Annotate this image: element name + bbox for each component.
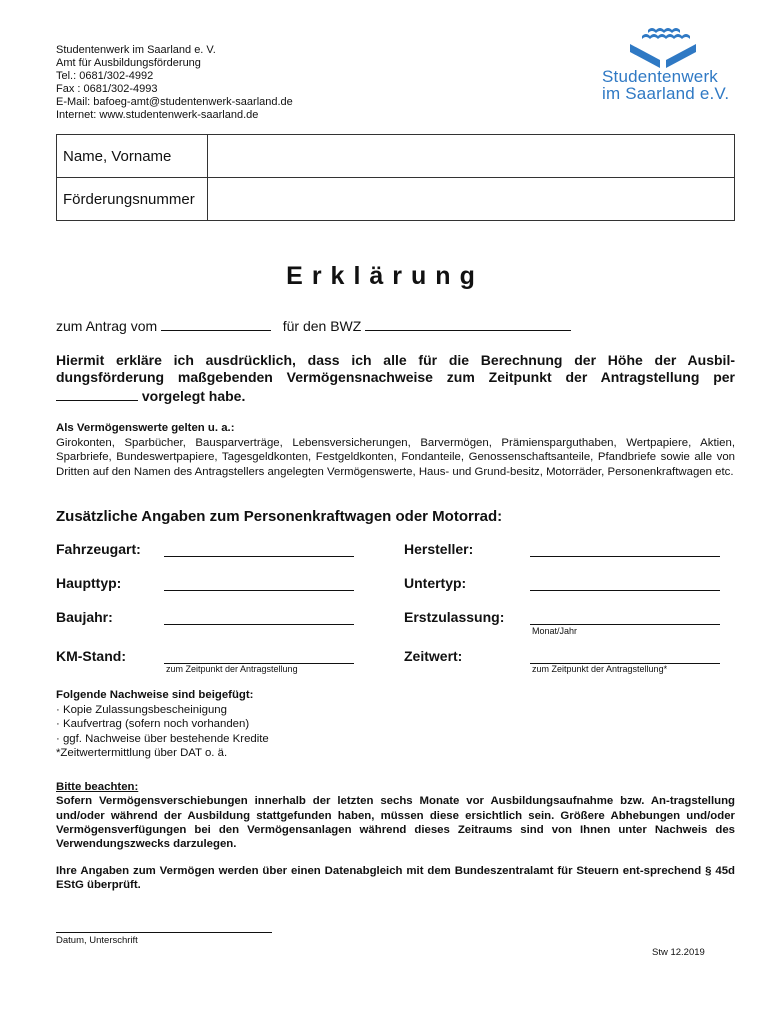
vehicle-type-field[interactable] bbox=[164, 555, 354, 557]
logo-wordmark bbox=[602, 68, 729, 102]
first-registration-field[interactable] bbox=[530, 623, 720, 625]
enclosed-documents bbox=[56, 688, 269, 761]
declaration-part-1: Hiermit erkläre ich ausdrücklich, dass ich alle für die Berechnung der Höhe der Ausbil-dungsförderung maßgebenden Vermögensnachweise zum Zeitpunkt der Antragstellung per bbox=[56, 352, 735, 385]
main-type-label: Haupttyp: bbox=[56, 575, 122, 591]
manufacturer-field[interactable] bbox=[530, 555, 720, 557]
studentenwerk-logo bbox=[600, 22, 730, 102]
build-year-field[interactable] bbox=[164, 623, 354, 625]
notice-text: Sofern Vermögensverschiebungen innerhalb der letzten sechs Monate vor Ausbildungsaufnahme bzw. An-tragstellung und/oder während der Ausbildung stattgefunden haben, müssen diese ersichtlich sein. Größere Abhebungen und/oder Vermögensverfügungen bei den Vermögensanlagen während dieses Zeitraums sind von Ihnen unter Nachweis des Verwendungszwecks darzulegen. bbox=[56, 795, 735, 851]
build-year-label: Baujahr: bbox=[56, 609, 113, 625]
sender-line: Tel.: 0681/302-4992 bbox=[56, 70, 154, 82]
declaration-text bbox=[56, 352, 735, 405]
signature-field[interactable] bbox=[56, 932, 272, 933]
sender-line: Internet: www.studentenwerk-saarland.de bbox=[56, 109, 259, 121]
sub-type-field[interactable] bbox=[530, 589, 720, 591]
main-type-field[interactable] bbox=[164, 589, 354, 591]
list-item: · ggf. Nachweise über bestehende Kredite bbox=[56, 732, 269, 745]
list-item: · Kopie Zulassungsbescheinigung bbox=[56, 703, 227, 716]
name-label: Name, Vorname bbox=[57, 135, 208, 178]
mileage-note: zum Zeitpunkt der Antragstellung bbox=[166, 664, 298, 674]
sub-type-label: Untertyp: bbox=[404, 575, 467, 591]
name-row bbox=[57, 135, 735, 178]
assets-section bbox=[56, 421, 735, 479]
application-line bbox=[56, 316, 571, 334]
notice-heading: Bitte beachten: bbox=[56, 781, 139, 793]
logo-line-1: Studentenwerk bbox=[602, 67, 719, 86]
vehicle-type-label: Fahrzeugart: bbox=[56, 541, 141, 557]
bullet-icon: · bbox=[56, 718, 63, 730]
documents-heading: Folgende Nachweise sind beigefügt: bbox=[56, 689, 254, 701]
bwz-label: für den BWZ bbox=[282, 318, 362, 334]
number-row bbox=[57, 178, 735, 221]
notice-section bbox=[56, 780, 735, 851]
sender-address bbox=[56, 44, 293, 122]
sender-line: E-Mail: bafoeg-amt@studentenwerk-saarland.de bbox=[56, 96, 293, 108]
bullet-icon: · bbox=[56, 732, 63, 745]
application-date-label: zum Antrag vom bbox=[56, 318, 158, 334]
application-date-field[interactable] bbox=[161, 316, 271, 331]
signature-label: Datum, Unterschrift bbox=[56, 935, 138, 946]
form-code: Stw 12.2019 bbox=[652, 947, 705, 958]
logo-line-2: im Saarland e.V. bbox=[602, 84, 730, 103]
list-item: · Kaufvertrag (sofern noch vorhanden) bbox=[56, 718, 250, 730]
logo-waves-icon bbox=[600, 22, 730, 68]
current-value-label: Zeitwert: bbox=[404, 648, 463, 664]
current-value-note: zum Zeitpunkt der Antragstellung* bbox=[532, 664, 668, 674]
bullet-icon: · bbox=[56, 703, 63, 716]
data-check-text: Ihre Angaben zum Vermögen werden über einen Datenabgleich mit dem Bundeszentralamt für Steuern ent-sprechend § 45d EStG überprüft. bbox=[56, 865, 735, 892]
funding-number-label: Förderungsnummer bbox=[57, 178, 208, 221]
mileage-label: KM-Stand: bbox=[56, 648, 126, 664]
sender-line: Amt für Ausbildungsförderung bbox=[56, 57, 201, 69]
sender-line: Studentenwerk im Saarland e. V. bbox=[56, 44, 216, 56]
vehicle-heading: Zusätzliche Angaben zum Personenkraftwagen oder Motorrad: bbox=[56, 508, 503, 525]
declaration-part-2: vorgelegt habe. bbox=[141, 388, 246, 404]
assets-text: Girokonten, Sparbücher, Bausparverträge, Lebensversicherungen, Barvermögen, Prämiensparguthaben, Wertpapiere, Aktien, Sparbriefe, Bundeswertpapiere, Tagesgeldkonten, Festgeldkonten, Fondanteile, Genossenschaftsanteile, Pfandbriefe sowie alle von Dritten auf den Namen des Antragstellers angelegten Vermögenswerte, Haus- und Grund-besitz, Motorräder, Personenkraftwagen etc. bbox=[56, 436, 735, 478]
name-field[interactable] bbox=[208, 135, 735, 178]
funding-number-field[interactable] bbox=[208, 178, 735, 221]
declaration-date-field[interactable] bbox=[56, 386, 138, 401]
first-registration-label: Erstzulassung: bbox=[404, 609, 505, 625]
manufacturer-label: Hersteller: bbox=[404, 541, 474, 557]
documents-footnote: *Zeitwertermittlung über DAT o. ä. bbox=[56, 747, 228, 759]
sender-line: Fax : 0681/302-4993 bbox=[56, 83, 158, 95]
bwz-field[interactable] bbox=[365, 316, 571, 331]
page-title: Erklärung bbox=[286, 262, 484, 290]
first-registration-note: Monat/Jahr bbox=[532, 626, 578, 636]
identification-table bbox=[56, 134, 735, 221]
assets-heading: Als Vermögenswerte gelten u. a.: bbox=[56, 422, 235, 434]
